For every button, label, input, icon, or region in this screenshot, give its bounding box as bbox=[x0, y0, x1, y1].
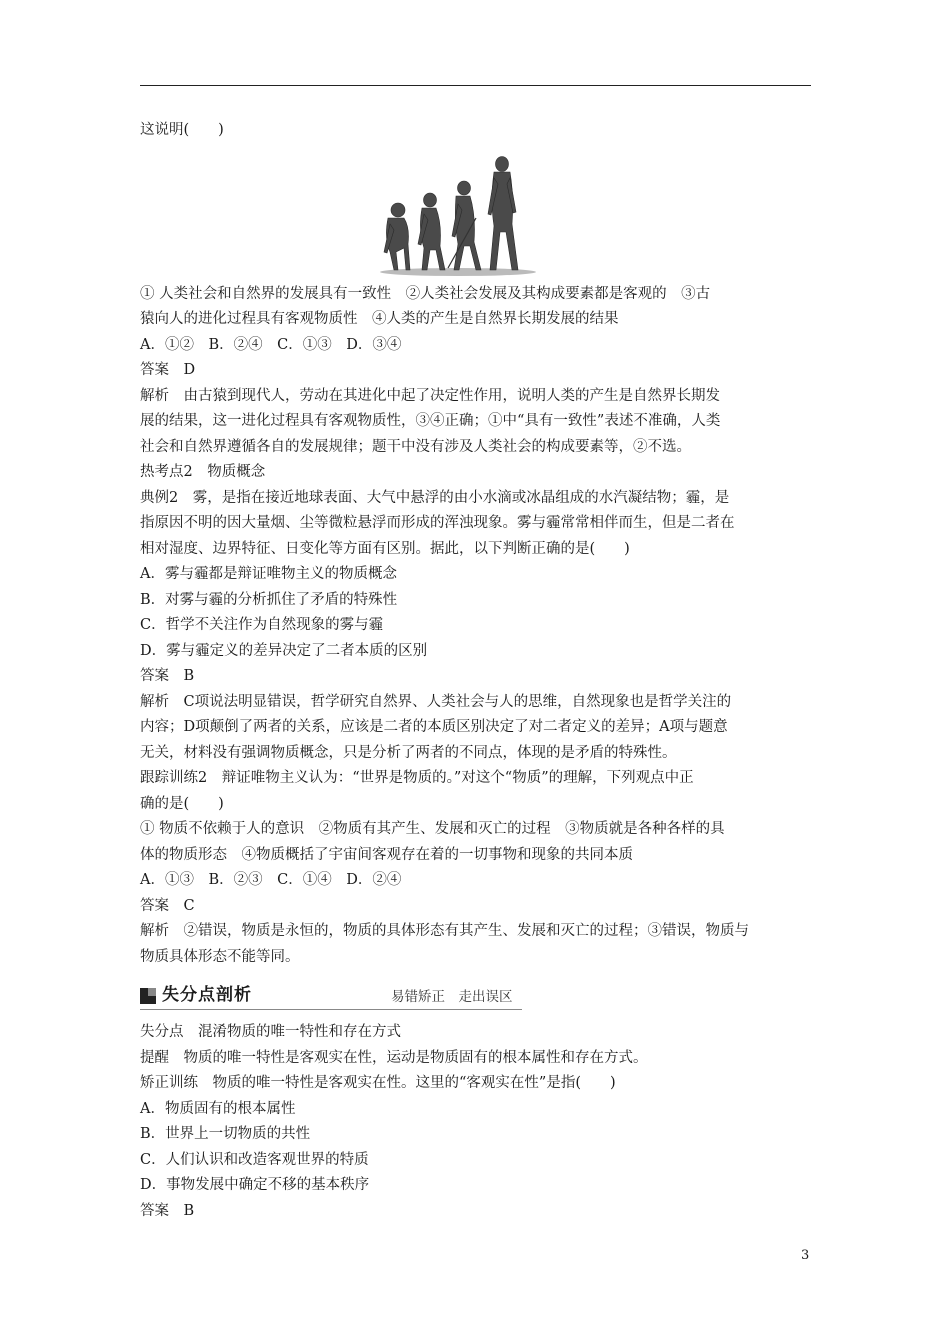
text-line: ① 物质不依赖于人的意识 ②物质有其产生、发展和灭亡的过程 ③物质就是各种各样的具 bbox=[140, 821, 725, 837]
human-evolution-illustration bbox=[140, 144, 811, 282]
header-rule bbox=[140, 85, 811, 86]
text-line: A．物质固有的根本属性 bbox=[140, 1100, 296, 1117]
text-line: 相对湿度、边界特征、日变化等方面有区别。据此，以下判断正确的是( ) bbox=[140, 540, 630, 557]
text-line: 答案 D bbox=[140, 362, 196, 378]
evolution-figures-image bbox=[378, 148, 538, 278]
text-line: 答案 B bbox=[140, 668, 195, 684]
text-line: 物质具体形态不能等同。 bbox=[140, 948, 300, 965]
text-line: B．对雾与霾的分析抓住了矛盾的特殊性 bbox=[140, 591, 398, 608]
section-header bbox=[140, 976, 811, 1020]
text-line: 体的物质形态 ④物质概括了宇宙间客观存在着的一切事物和现象的共同本质 bbox=[140, 846, 633, 863]
section-square-icon bbox=[140, 988, 156, 1004]
page-content bbox=[140, 118, 811, 1224]
text-line: D．雾与霾定义的差异决定了二者本质的区别 bbox=[140, 642, 428, 659]
text-line: 社会和自然界遵循各自的发展规律；题干中没有涉及人类社会的构成要素等，②不选。 bbox=[140, 438, 691, 455]
text-line: C．哲学不关注作为自然现象的雾与霾 bbox=[140, 617, 384, 633]
text-line: 提醒 物质的唯一特性是客观实在性，运动是物质固有的根本属性和存在方式。 bbox=[140, 1049, 648, 1066]
section-rule bbox=[140, 1009, 522, 1010]
text-line: ① 人类社会和自然界的发展具有一致性 ②人类社会发展及其构成要素都是客观的 ③古 bbox=[140, 285, 711, 302]
text-line: B．世界上一切物质的共性 bbox=[140, 1126, 311, 1142]
text-line: 确的是( ) bbox=[140, 795, 224, 812]
text-line: 解析 由古猿到现代人，劳动在其进化中起了决定性作用，说明人类的产生是自然界长期发 bbox=[140, 387, 720, 404]
text-line: 热考点2 物质概念 bbox=[140, 464, 266, 480]
text-line: D．事物发展中确定不移的基本秩序 bbox=[140, 1177, 370, 1193]
text-line: C．人们认识和改造客观世界的特质 bbox=[140, 1151, 369, 1168]
text-line: 失分点 混淆物质的唯一特性和存在方式 bbox=[140, 1024, 401, 1040]
section-title: 失分点剖析 bbox=[162, 985, 252, 1005]
text-line: 猿向人的进化过程具有客观物质性 ④人类的产生是自然界长期发展的结果 bbox=[140, 311, 619, 327]
text-line: 无关，材料没有强调物质概念，只是分析了两者的不同点，体现的是矛盾的特殊性。 bbox=[140, 744, 677, 761]
text-line: A．①③ B．②③ C．①④ D．②④ bbox=[140, 872, 402, 888]
text-line: 指原因不明的因大量烟、尘等微粒悬浮而形成的浑浊现象。雾与霾常常相伴而生，但是二者在 bbox=[140, 515, 735, 531]
text-line: 答案 B bbox=[140, 1202, 195, 1219]
text-line: 矫正训练 物质的唯一特性是客观实在性。这里的“客观实在性”是指( ) bbox=[140, 1075, 616, 1091]
text-line: A．雾与霾都是辩证唯物主义的物质概念 bbox=[140, 566, 397, 582]
text-line: 展的结果，这一进化过程具有客观物质性，③④正确；①中“具有一致性”表述不准确，人类 bbox=[140, 413, 721, 429]
text-line: 解析 ②错误，物质是永恒的，物质的具体形态有其产生、发展和灭亡的过程；③错误，物质与 bbox=[140, 923, 749, 939]
text-line: 典例2 雾，是指在接近地球表面、大气中悬浮的由小水滴或冰晶组成的水汽凝结物；霾，是 bbox=[140, 489, 730, 506]
text-line: 解析 C项说法明显错误，哲学研究自然界、人类社会与人的思维，自然现象也是哲学关注的 bbox=[140, 693, 732, 710]
text-line: A．①② B．②④ C．①③ D．③④ bbox=[140, 336, 402, 353]
text-line: 答案 C bbox=[140, 897, 195, 914]
text-line: 这说明( ) bbox=[140, 122, 224, 138]
page-number: 3 bbox=[801, 1248, 810, 1263]
section-subtitle: 易错矫正 走出误区 bbox=[391, 989, 513, 1005]
text-line: 内容；D项颠倒了两者的关系，应该是二者的本质区别决定了对二者定义的差异；A项与题意 bbox=[140, 719, 728, 735]
text-line: 跟踪训练2 辩证唯物主义认为：“世界是物质的。”对这个“物质”的理解，下列观点中正 bbox=[140, 770, 694, 786]
